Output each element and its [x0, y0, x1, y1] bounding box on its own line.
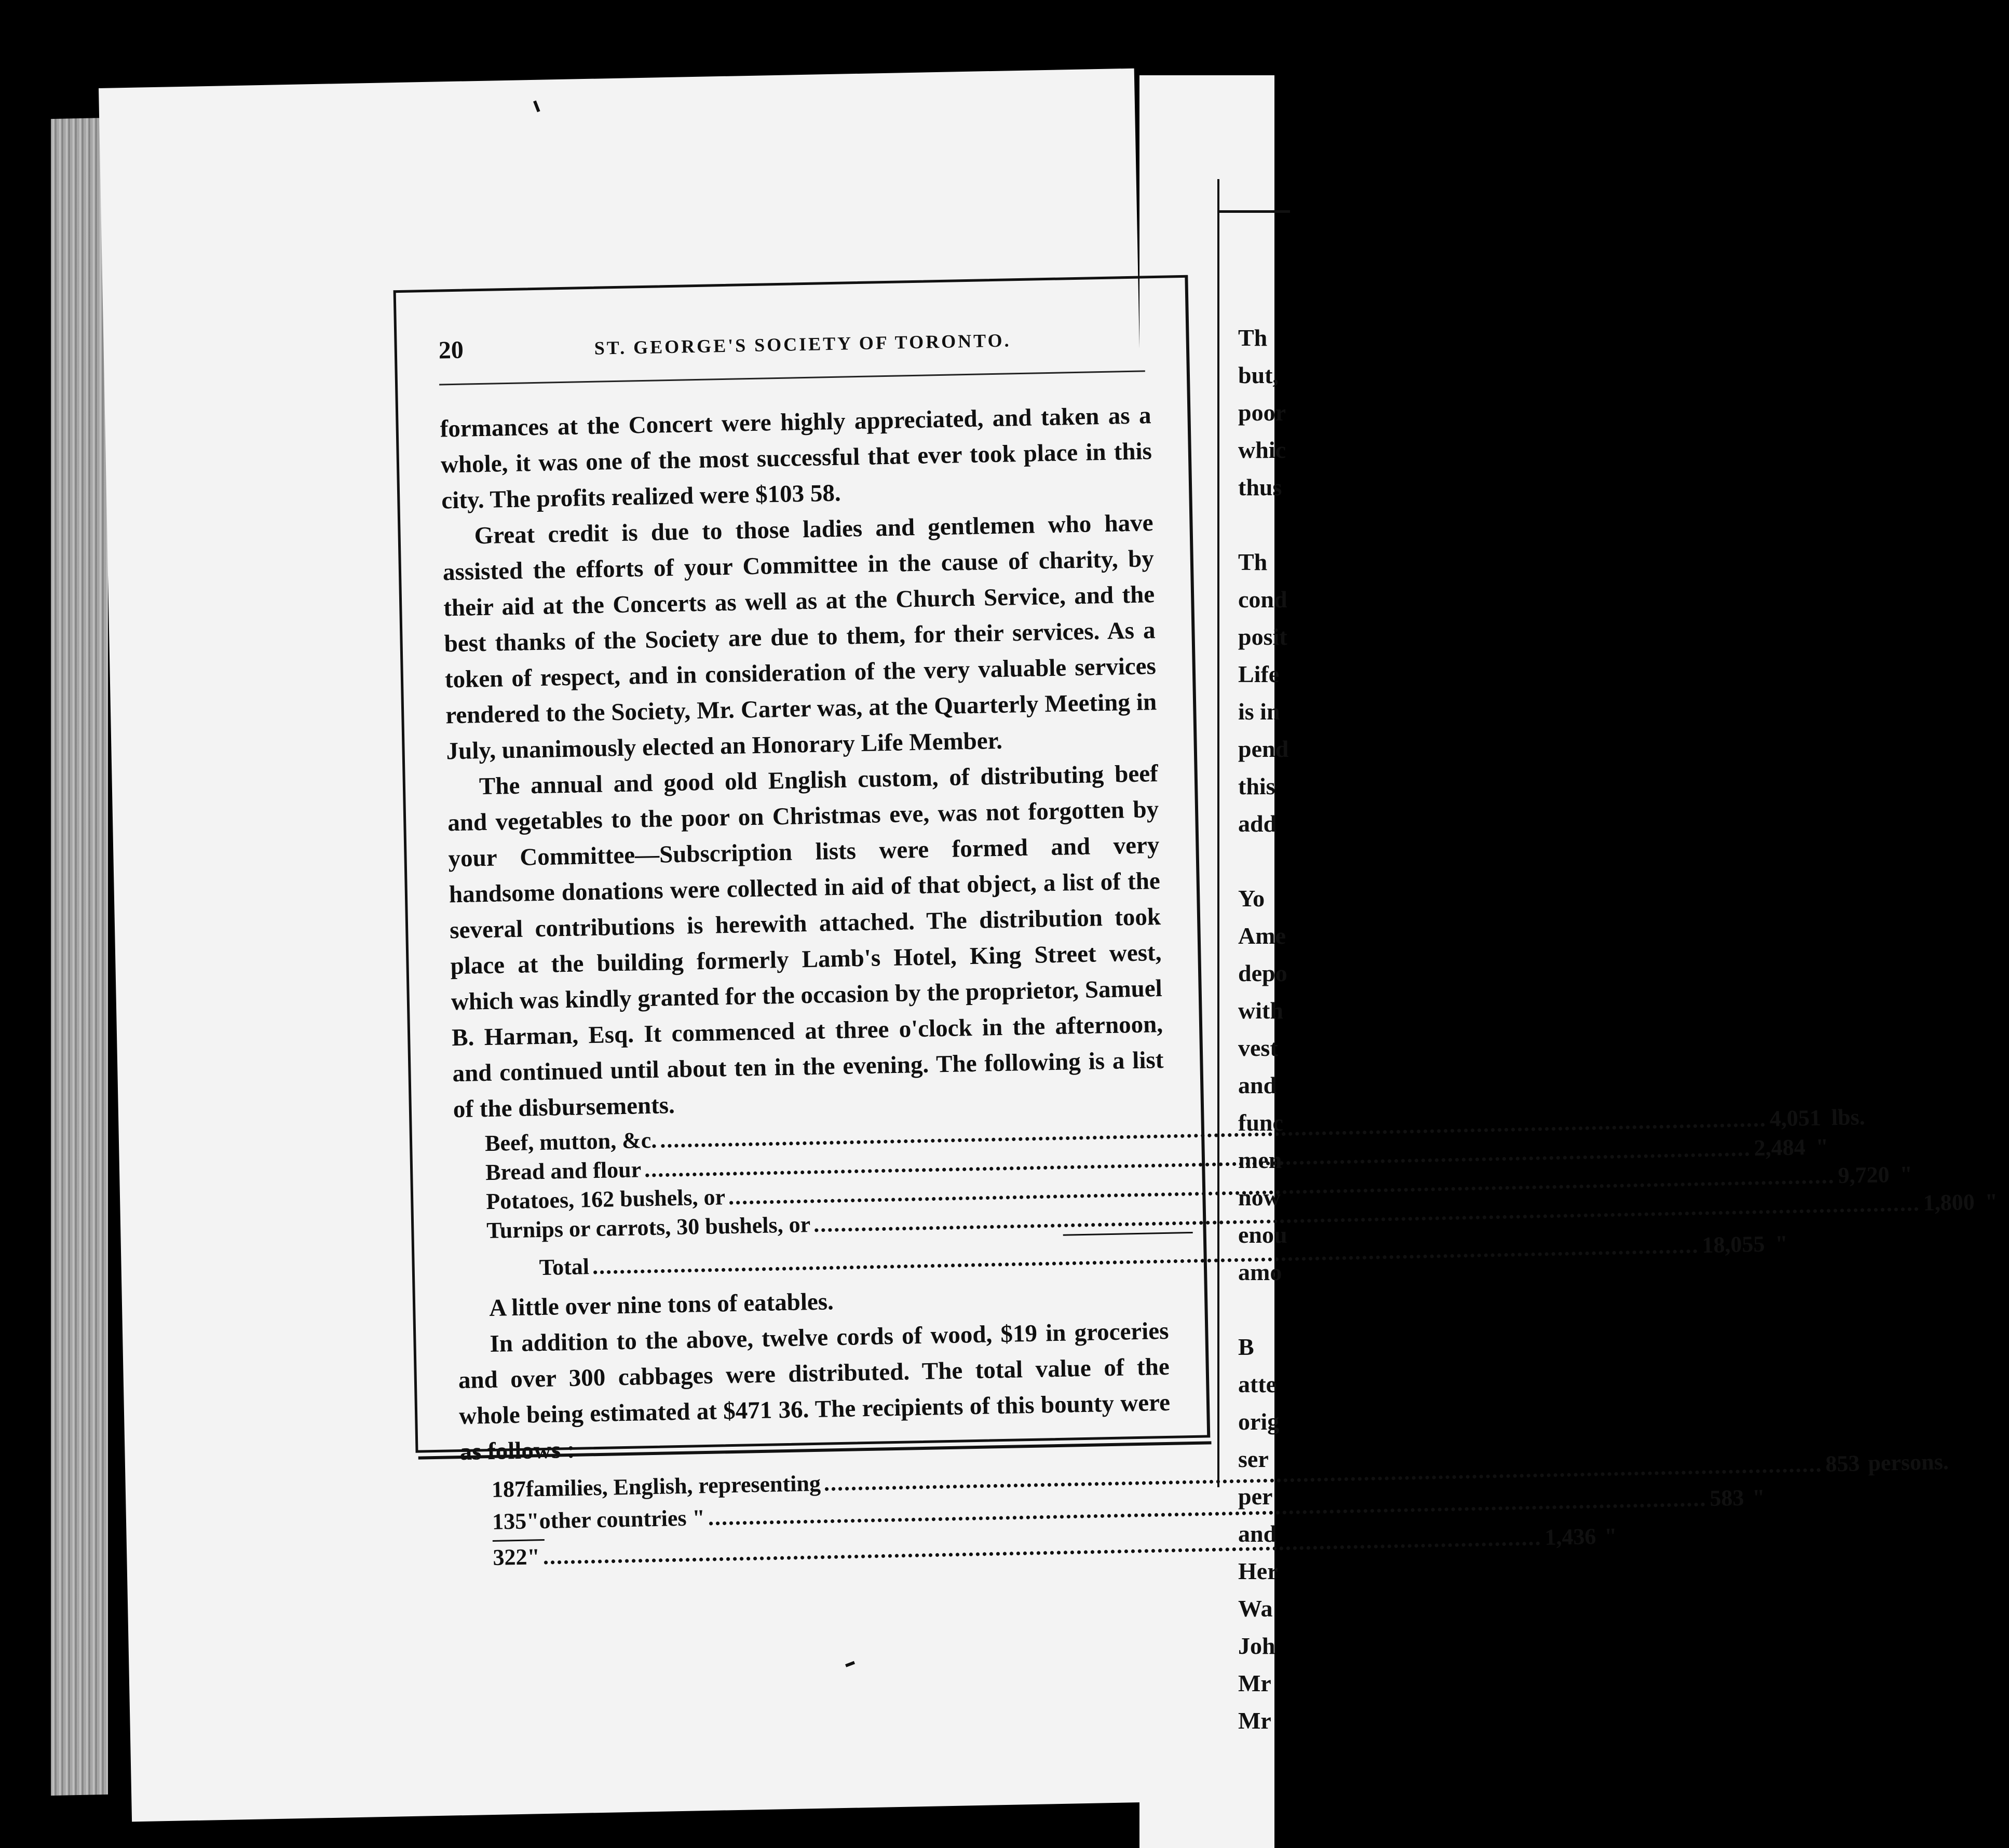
item-label: Turnips or carrots, 30 bushels, or [486, 1212, 811, 1244]
item-qty: 1,800 [1923, 1189, 1975, 1216]
recipient-desc: other countries " [539, 1505, 705, 1534]
paragraph-4: In addition to the above, twelve cords of wood, $19 in groceries and over 300 cabbages were distributed. The total value of the whole being estimated at $471 36. The recipients of this bounty were as follows : [458, 1317, 1171, 1466]
eatables-note: A little over nine tons of eatables. [488, 1288, 834, 1322]
after-table-text [457, 1278, 1171, 1470]
item-unit: " [1815, 1134, 1829, 1160]
disbursements-table [454, 1104, 1998, 1284]
ink-speck [845, 1661, 855, 1667]
page-header [438, 322, 1145, 372]
ditto-mark: " [526, 1544, 540, 1570]
adjacent-page-text: Th but, poor whic thus Th cond posit Life is in pend this add Yo Ame depo with vest and func men now enou amo B atte orig ser per and Her Wa Joh Mr Mr [1238, 324, 1289, 1734]
item-unit: " [1899, 1161, 1913, 1187]
adjacent-page-rule [1217, 210, 1290, 213]
item-unit: lbs. [1831, 1104, 1866, 1131]
recipient-who: persons. [1867, 1449, 1949, 1476]
item-unit: " [1985, 1189, 1998, 1215]
recipient-count: 135 [492, 1508, 527, 1534]
header-rule [439, 370, 1145, 385]
recipients-table [460, 1449, 1949, 1574]
item-label: Beef, mutton, &c. [484, 1127, 657, 1157]
recipient-num: 853 [1825, 1450, 1860, 1477]
item-label: Bread and flour [485, 1157, 642, 1186]
paragraph-2: Great credit is due to those ladies and gentlemen who have assisted the efforts of your Committee in the cause of charity, by their aid at the Concerts as well as at the Church Service, and the best thanks of the Society are due to them, for their services. As a token of respect, and in consideration of the very valuable services rendered to the Society, Mr. Carter was, at the Quarterly Meeting in July, unanimously elected an Honorary Life Member. [442, 509, 1157, 765]
recipient-num: 583 [1709, 1485, 1744, 1511]
item-qty: 2,484 [1754, 1134, 1806, 1161]
ditto-mark: " [526, 1508, 540, 1534]
page-number: 20 [438, 336, 464, 364]
running-head: ST. GEORGE'S SOCIETY OF TORONTO. [594, 330, 1011, 359]
recipient-desc: families, English, representing [525, 1470, 821, 1502]
total-qty: 18,055 [1702, 1231, 1765, 1258]
recipient-count: 322 [493, 1544, 527, 1570]
recipient-num: 1,436 [1544, 1524, 1596, 1551]
page-edge-stack [51, 118, 108, 1796]
paragraph-3: The annual and good old English custom, of distributing beef and vegetables to the poor on Christmas eve, was not forgotten by your Committee—Subscription lists were formed and very handsome donations were collected in aid of that object, a list of the several contributions is herewith attached. The distribution took place at the building formerly Lamb's Hotel, King Street west, which was kindly granted for the occasion by the proprietor, Samuel B. Harman, Esq. It commenced at three o'clock in the afternoon, and continued until about ten in the evening. The following is a list of the disbursements. [447, 760, 1164, 1123]
ink-speck [533, 100, 540, 112]
item-qty: 9,720 [1838, 1162, 1890, 1189]
total-unit: " [1775, 1230, 1788, 1257]
total-label: Total [539, 1254, 590, 1281]
recipient-who: " [1604, 1523, 1618, 1549]
item-label: Potatoes, 162 bushels, or [485, 1184, 726, 1215]
recipient-count: 187 [491, 1476, 526, 1502]
paragraph-1: formances at the Concert were highly appreciated, and taken as a whole, it was one of the most successful that ever took place in this city. The profits realized were $103 58. [440, 402, 1152, 514]
total-row [456, 1230, 1788, 1284]
item-qty: 4,051 [1769, 1105, 1822, 1132]
recipient-who: " [1752, 1484, 1766, 1511]
adjacent-page-frame [1217, 179, 1219, 1487]
